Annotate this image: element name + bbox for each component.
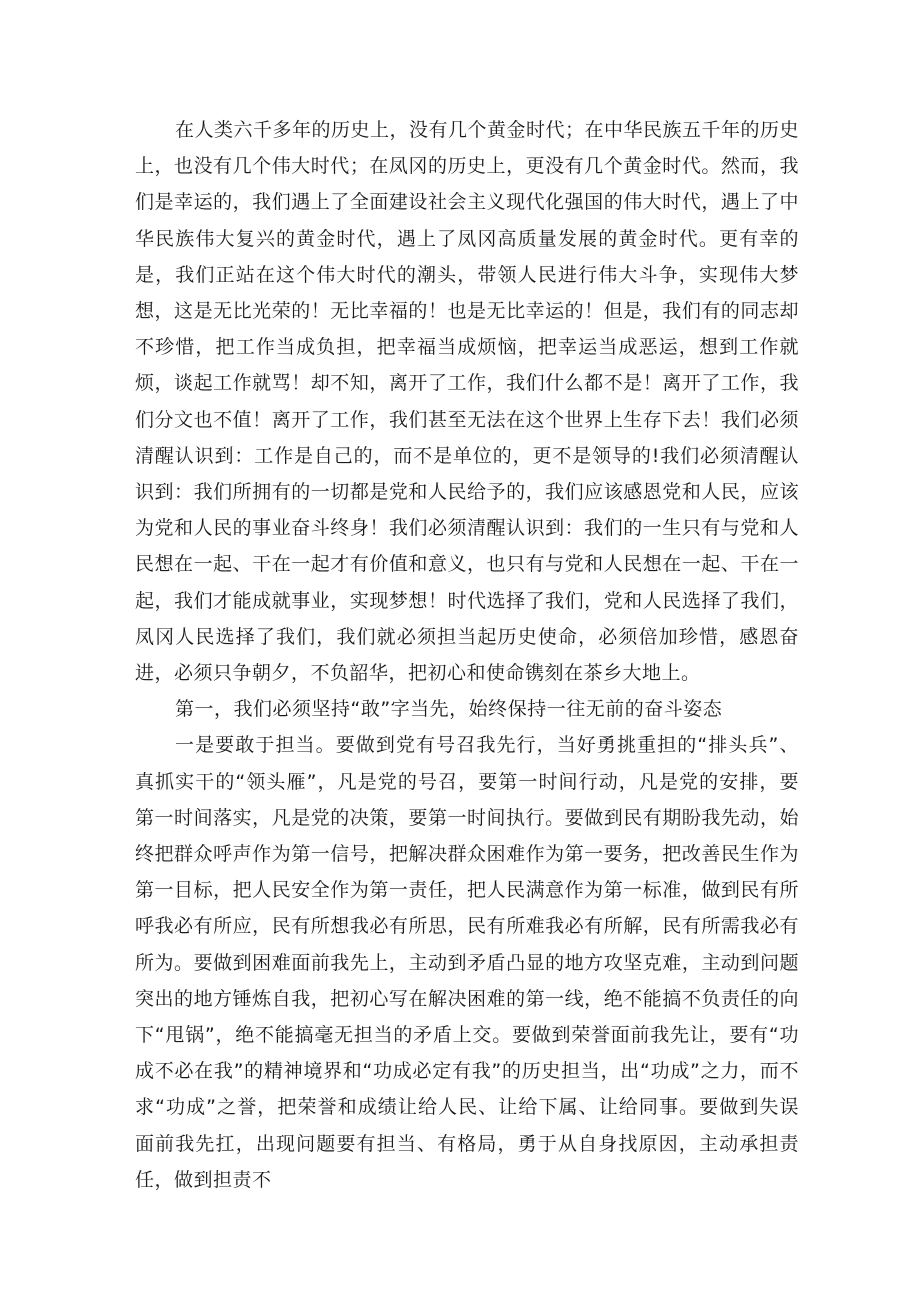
paragraph-dare-to-take-responsibility: 一是要敢于担当。要做到党有号召我先行，当好勇挑重担的“排头兵”、真抓实干的“领头雁”，凡是党的号召，要第一时间行动，凡是党的安排，要第一时间落实，凡是党的决策，要第一时间执行。要做到民有期盼我先动，始终把群众呼声作为第一信号，把解决群众困难作为第一要务，把改善民生作为第一目标，把人民安全作为第一责任，把人民满意作为第一标准，做到民有所呼我必有所应，民有所想我必有所思，民有所难我必有所解，民有所需我必有所为。要做到困难面前我先上，主动到矛盾凸显的地方攻坚克难，主动到问题突出的地方锤炼自我，把初心写在解决困难的第一线，绝不能搞不负责任的向下“甩锅”，绝不能搞毫无担当的矛盾上交。要做到荣誉面前我先让，要有“功成不必在我”的精神境界和“功成必定有我”的历史担当，出“功成”之力，而不求“功成”之誉，把荣誉和成绩让给人民、让给下属、让给同事。要做到失误面前我先扛，出现问题要有担当、有格局，勇于从自身找原因，主动承担责任，做到担责不 — [135, 734, 799, 1191]
section-heading-first: 第一，我们必须坚持“敢”字当先，始终保持一往无前的奋斗姿态 — [175, 698, 723, 721]
document-body — [135, 112, 799, 1198]
paragraph-intro: 在人类六千多年的历史上，没有几个黄金时代；在中华民族五千年的历史上，也没有几个伟大时代；在凤冈的历史上，更没有几个黄金时代。然而，我们是幸运的，我们遇上了全面建设社会主义现代化强国的伟大时代，遇上了中华民族伟大复兴的黄金时代，遇上了凤冈高质量发展的黄金时代。更有幸的是，我们正站在这个伟大时代的潮头，带领人民进行伟大斗争，实现伟大梦想，这是无比光荣的！无比幸福的！也是无比幸运的！但是，我们有的同志却不珍惜，把工作当成负担，把幸福当成烦恼，把幸运当成恶运，想到工作就烦，谈起工作就骂！却不知，离开了工作，我们什么都不是！离开了工作，我们分文也不值！离开了工作，我们甚至无法在这个世界上生存下去！我们必须清醒认识到：工作是自己的，而不是单位的，更不是领导的!我们必须清醒认识到：我们所拥有的一切都是党和人民给予的，我们应该感恩党和人民，应该为党和人民的事业奋斗终身！我们必须清醒认识到：我们的一生只有与党和人民想在一起、干在一起才有价值和意义，也只有与党和人民想在一起、干在一起，我们才能成就事业，实现梦想！时代选择了我们，党和人民选择了我们，凤冈人民选择了我们，我们就必须担当起历史使命，必须倍加珍惜，感恩奋进，必须只争朝夕，不负韶华，把初心和使命镌刻在茶乡大地上。 — [135, 119, 800, 685]
